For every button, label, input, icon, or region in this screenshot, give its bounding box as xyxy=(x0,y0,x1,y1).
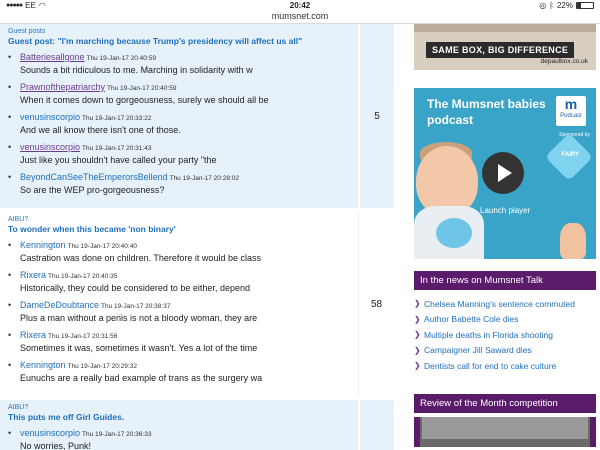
post-body xyxy=(20,172,352,196)
logo-letter: m xyxy=(564,96,578,112)
post-body xyxy=(20,360,352,384)
wifi-icon: ◠ xyxy=(38,1,46,10)
reply-count: 58 xyxy=(358,212,394,396)
thread-title[interactable]: To wonder when this became 'non binary' xyxy=(8,224,176,234)
podcast-logo xyxy=(556,96,586,126)
post-header xyxy=(20,82,352,94)
bullet-icon: • xyxy=(8,300,12,310)
baby-foot xyxy=(560,223,586,259)
thread-row xyxy=(0,212,398,400)
news-header: In the news on Mumsnet Talk xyxy=(414,271,596,290)
right-column xyxy=(414,24,596,450)
post-snippet[interactable]: No worries, Punk! xyxy=(20,441,92,450)
battery-fill xyxy=(577,3,581,8)
post-snippet[interactable]: So are the WEP pro-gorgeousness? xyxy=(20,185,165,195)
news-item-label: Dentists call for end to cake culture xyxy=(424,360,557,371)
logo-label: Podcast xyxy=(560,113,582,119)
post-author-link[interactable]: venusinscorpio xyxy=(20,142,81,152)
post-item[interactable] xyxy=(8,142,352,166)
thread-topic[interactable]: AIBU? xyxy=(8,404,29,411)
url-bar[interactable]: mumsnet.com xyxy=(0,11,600,24)
post-time: Thu 19-Jan-17 20:36:33 xyxy=(82,431,152,438)
post-header xyxy=(20,428,352,440)
post-item[interactable] xyxy=(8,112,352,136)
post-list xyxy=(8,240,352,384)
post-snippet[interactable]: Eunuchs are a really bad example of trans as the surgery wa xyxy=(20,373,263,383)
podcast-promo[interactable] xyxy=(414,88,596,259)
play-icon xyxy=(498,164,512,182)
post-time: Thu 19-Jan-17 20:31:43 xyxy=(82,145,152,152)
post-time: Thu 19-Jan-17 20:31:56 xyxy=(48,333,118,340)
sponsor-label: Sponsored by xyxy=(559,132,590,138)
bluetooth-icon: ᛒ xyxy=(549,1,554,10)
ad-strip xyxy=(414,24,596,32)
post-item[interactable] xyxy=(8,360,352,384)
thread-list xyxy=(0,24,398,450)
post-body xyxy=(20,428,352,450)
post-snippet[interactable]: Castration was done on children. Therefore it would be class xyxy=(20,253,261,263)
bullet-icon: • xyxy=(8,112,12,122)
news-item[interactable] xyxy=(414,327,596,343)
post-header xyxy=(20,240,352,252)
review-photo xyxy=(422,417,588,439)
review-image[interactable] xyxy=(414,417,596,447)
post-snippet[interactable]: Sometimes it was, sometimes it wasn't. Yes a lot of the time xyxy=(20,343,258,353)
news-item[interactable] xyxy=(414,358,596,374)
thread-main xyxy=(0,24,358,208)
post-snippet[interactable]: And we all know there isn't one of those. xyxy=(20,125,181,135)
post-author-link[interactable]: Batteriesallgone xyxy=(20,52,85,62)
post-time: Thu 19-Jan-17 20:40:59 xyxy=(86,55,156,62)
clock: 20:42 xyxy=(289,1,311,10)
news-item[interactable] xyxy=(414,296,596,312)
post-time: Thu 19-Jan-17 20:38:37 xyxy=(101,303,171,310)
post-snippet[interactable]: Historically, they could be considered to be either, depend xyxy=(20,283,250,293)
post-item[interactable] xyxy=(8,270,352,294)
carrier-label: EE xyxy=(25,1,36,10)
toy-image xyxy=(436,218,472,248)
bullet-icon: • xyxy=(8,240,12,250)
reply-count: 5 xyxy=(358,24,394,208)
post-header xyxy=(20,142,352,154)
post-header xyxy=(20,270,352,282)
post-item[interactable] xyxy=(8,330,352,354)
post-body xyxy=(20,112,352,136)
bullet-icon: • xyxy=(8,142,12,152)
alarm-icon: ◎ xyxy=(539,1,547,10)
ad-headline: SAME BOX, BIG DIFFERENCE xyxy=(426,42,574,58)
bullet-icon: • xyxy=(8,330,12,340)
post-header xyxy=(20,172,352,184)
status-right xyxy=(539,1,594,10)
reply-count xyxy=(358,400,394,450)
bullet-icon: • xyxy=(8,428,12,438)
post-time: Thu 19-Jan-17 20:33:22 xyxy=(82,115,152,122)
thread-row xyxy=(0,400,398,450)
post-header xyxy=(20,52,352,64)
post-body xyxy=(20,330,352,354)
thread-main xyxy=(0,400,358,450)
post-author-link[interactable]: Rixera xyxy=(20,270,47,280)
podcast-title: The Mumsnet babies podcast xyxy=(427,97,546,127)
chevron-right-icon: ❯ xyxy=(414,314,421,324)
post-time: Thu 19-Jan-17 20:40:35 xyxy=(48,273,118,280)
thread-title[interactable]: This puts me off Girl Guides. xyxy=(8,412,125,422)
play-button[interactable] xyxy=(482,152,524,194)
post-time: Thu 19-Jan-17 20:40:59 xyxy=(107,85,177,92)
post-list xyxy=(8,428,352,450)
ad-url: depaulbox.co.uk xyxy=(540,58,588,65)
post-time: Thu 19-Jan-17 20:40:40 xyxy=(67,243,137,250)
news-item[interactable] xyxy=(414,343,596,359)
post-author-link[interactable]: Rixera xyxy=(20,330,47,340)
thread-topic[interactable]: Guest posts xyxy=(8,28,46,35)
post-item[interactable] xyxy=(8,428,352,450)
post-item[interactable] xyxy=(8,172,352,196)
post-header xyxy=(20,330,352,342)
post-body xyxy=(20,300,352,324)
post-snippet[interactable]: Plus a man without a penis is not a bloody woman, they are xyxy=(20,313,258,323)
post-body xyxy=(20,52,352,76)
thread-main xyxy=(0,212,358,396)
post-header xyxy=(20,360,352,372)
post-item[interactable] xyxy=(8,52,352,76)
post-item[interactable] xyxy=(8,240,352,264)
post-time: Thu 19-Jan-17 20:29:32 xyxy=(67,363,137,370)
bullet-icon: • xyxy=(8,52,12,62)
news-item-label: Multiple deaths in Florida shooting xyxy=(424,329,553,340)
post-author-link[interactable]: BeyondCanSeeTheEmperorsBellend xyxy=(20,172,168,182)
signal-icon: ●●●●● xyxy=(6,2,23,9)
chevron-right-icon: ❯ xyxy=(414,345,421,355)
chevron-right-icon: ❯ xyxy=(414,361,421,371)
post-item[interactable] xyxy=(8,82,352,106)
chevron-right-icon: ❯ xyxy=(414,330,421,340)
depaul-ad[interactable] xyxy=(414,24,596,70)
news-item-label: Campaigner Jill Saward dies xyxy=(424,345,532,356)
post-author-link[interactable]: DameDeDoubtance xyxy=(20,300,100,310)
battery-percent: 22% xyxy=(556,1,573,10)
thread-topic[interactable]: AIBU? xyxy=(8,216,29,223)
review-header: Review of the Month competition xyxy=(414,394,596,413)
news-item-label: Chelsea Manning's sentence commuted xyxy=(424,298,575,309)
post-snippet[interactable]: Sounds a bit ridiculous to me. Marching in solidarity with w xyxy=(20,65,253,75)
post-header xyxy=(20,112,352,124)
post-author-link[interactable]: venusinscorpio xyxy=(20,428,81,438)
bullet-icon: • xyxy=(8,270,12,280)
fairy-brand: FAIRY xyxy=(561,152,579,158)
post-header xyxy=(20,300,352,312)
post-body xyxy=(20,240,352,264)
post-body xyxy=(20,142,352,166)
post-item[interactable] xyxy=(8,300,352,324)
thread-title[interactable]: Guest post: "I'm marching because Trump's presidency will affect us all" xyxy=(8,36,303,46)
post-author-link[interactable]: Kennington xyxy=(20,240,66,250)
news-item[interactable] xyxy=(414,312,596,328)
bullet-icon: • xyxy=(8,172,12,182)
launch-player-link[interactable]: Launch player xyxy=(480,206,531,215)
battery-icon xyxy=(576,2,594,9)
post-author-link[interactable]: venusinscorpio xyxy=(20,112,81,122)
post-author-link[interactable]: Kennington xyxy=(20,360,66,370)
post-author-link[interactable]: Prawnofthepatriarchy xyxy=(20,82,106,92)
news-list xyxy=(414,296,596,374)
bullet-icon: • xyxy=(8,360,12,370)
post-body xyxy=(20,270,352,294)
news-item-label: Author Babette Cole dies xyxy=(424,314,519,325)
post-time: Thu 19-Jan-17 20:28:02 xyxy=(169,175,239,182)
post-list xyxy=(8,52,352,196)
post-body xyxy=(20,82,352,106)
post-snippet[interactable]: When it comes down to gorgeousness, surely we should all be xyxy=(20,95,269,105)
bullet-icon: • xyxy=(8,82,12,92)
thread-row xyxy=(0,24,398,212)
chevron-right-icon: ❯ xyxy=(414,299,421,309)
post-snippet[interactable]: Just like you shouldn't have called your party "the xyxy=(20,155,217,165)
